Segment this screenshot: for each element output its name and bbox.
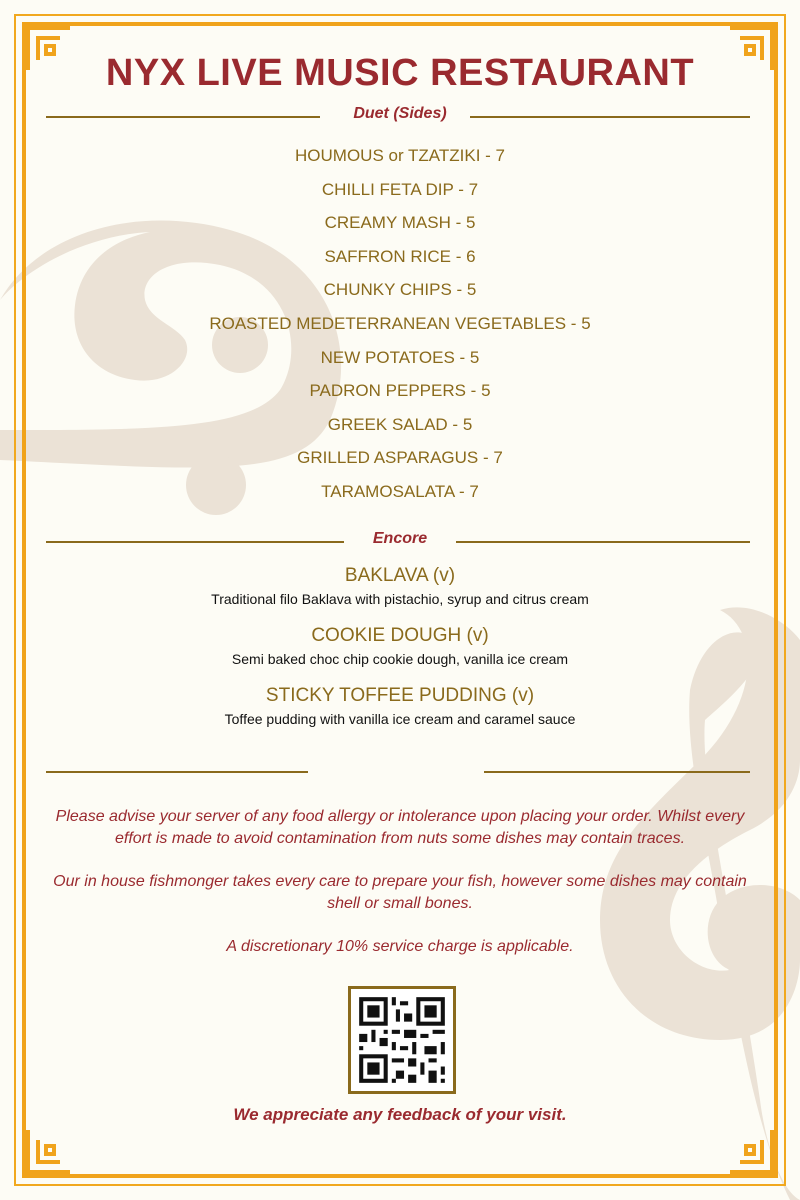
dessert-name: COOKIE DOUGH (v) [311,625,489,646]
divider [46,771,308,773]
list-item: PADRON PEPPERS - 5 [309,381,491,401]
dessert-description: Traditional filo Baklava with pistachio, syrup and citrus cream [211,591,589,607]
list-item: CHUNKY CHIPS - 5 [323,280,477,300]
list-item: ROASTED MEDETERRANEAN VEGETABLES - 5 [209,313,591,333]
encore-list [0,563,800,743]
allergy-note: Please advise your server of any food allergy or intolerance upon placing your order. Whilst every effort is made to avoid contamination from nuts some dishes may contain traces. [55,808,745,847]
dessert-name: STICKY TOFFEE PUDDING (v) [265,685,535,706]
encore-heading: Encore [372,530,428,547]
feedback-qr-code[interactable] [348,986,456,1094]
dessert-name: BAKLAVA (v) [344,565,456,586]
service-charge-note: A discretionary 10% service charge is applicable. [226,938,574,955]
corner-ornament-icon [728,1128,774,1174]
dessert-item [0,683,800,729]
divider [484,771,750,773]
feedback-message: We appreciate any feedback of your visit. [233,1105,567,1124]
corner-ornament-icon [26,1128,72,1174]
dessert-item [0,623,800,669]
dessert-item [0,563,800,609]
list-item: NEW POTATOES - 5 [320,347,480,367]
fish-note: Our in house fishmonger takes every care to prepare your fish, however some dishes may contain shell or small bones. [53,873,747,912]
sides-heading: Duet (Sides) [353,105,447,122]
list-item: GREEK SALAD - 5 [327,414,473,434]
list-item: TARAMOSALATA - 7 [321,481,479,501]
list-item: GRILLED ASPARAGUS - 7 [297,448,503,468]
menu-notes [40,806,760,979]
list-item: HOUMOUS or TZATZIKI - 7 [295,146,505,165]
dessert-description: Semi baked choc chip cookie dough, vanilla ice cream [231,651,569,667]
dessert-description: Toffee pudding with vanilla ice cream and caramel sauce [224,711,576,727]
list-item: CHILLI FETA DIP - 7 [321,179,479,199]
restaurant-title: NYX LIVE MUSIC RESTAURANT [105,52,695,94]
list-item: CREAMY MASH - 5 [324,213,476,233]
list-item: SAFFRON RICE - 6 [324,246,476,266]
qr-code-icon [351,989,453,1091]
sides-list [0,143,800,513]
